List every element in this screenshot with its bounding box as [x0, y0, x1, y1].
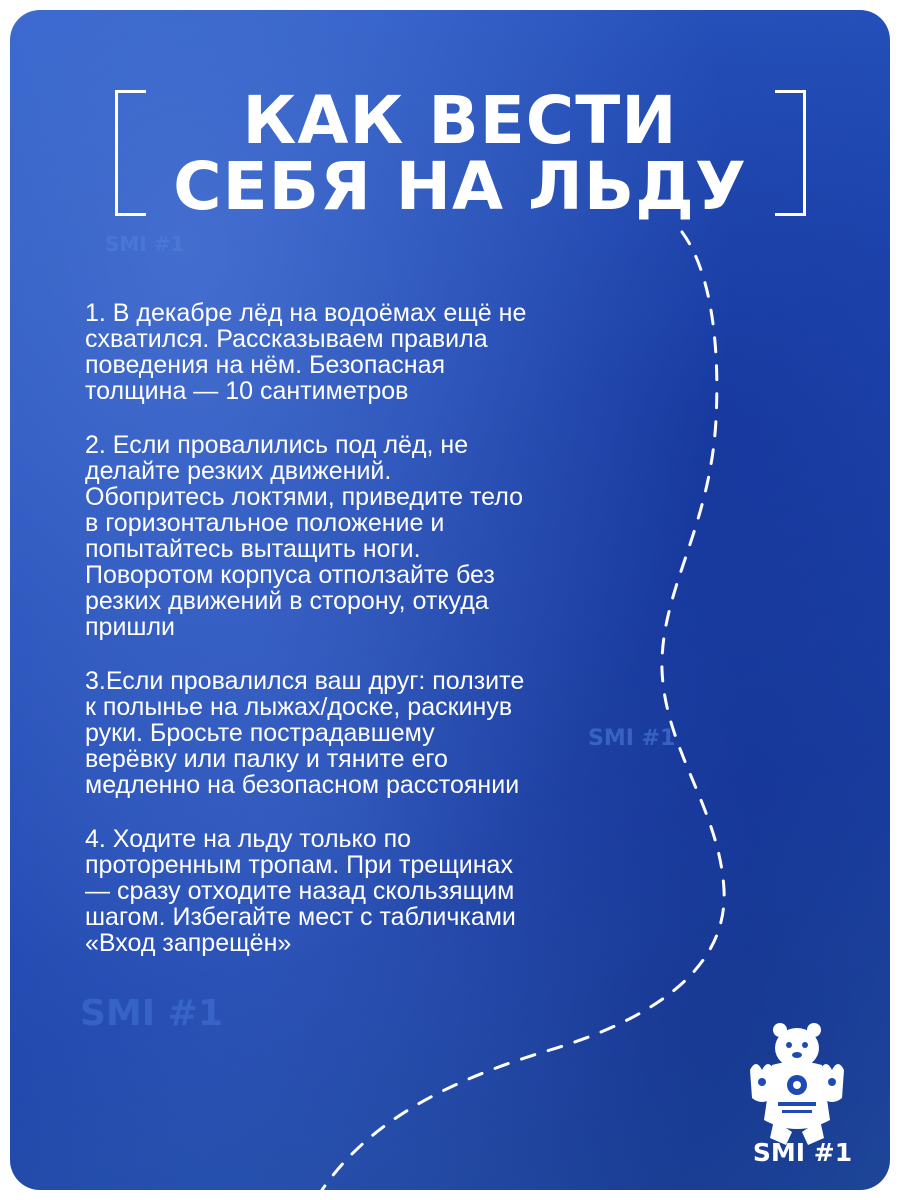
- rule-line: 4. Ходите на льду только по: [85, 825, 412, 853]
- rule-line: делайте резких движений.: [85, 457, 392, 485]
- rule-line: шагом. Избегайте мест с табличками: [85, 903, 516, 931]
- rule-line: 1. В декабре лёд на водоёмах ещё не: [85, 299, 527, 327]
- rule-line: резких движений в сторону, откуда: [85, 587, 489, 615]
- rule-line: руки. Бросьте пострадавшему: [85, 719, 435, 747]
- rule-line: 3.Если провалился ваш друг: ползите: [85, 667, 525, 695]
- watermark-middle: SMI #1: [588, 726, 676, 751]
- rules-text: [85, 300, 645, 984]
- rule-line: схватился. Рассказываем правила: [85, 325, 488, 353]
- rule-line: к полынье на лыжах/доске, раскинув: [85, 693, 513, 721]
- rule-paragraph-4: [85, 826, 645, 956]
- watermark-top: SMI #1: [105, 232, 185, 256]
- rule-line: Обопритесь локтями, приведите тело: [85, 483, 523, 511]
- watermark-bottom: SMI #1: [80, 993, 223, 1034]
- rule-line: Поворотом корпуса отползайте без: [85, 561, 495, 589]
- rule-line: верёвку или палку и тяните его: [85, 745, 448, 773]
- rule-line: попытайтесь вытащить ноги.: [85, 535, 421, 563]
- rule-line: проторенным тропам. При трещинах: [85, 851, 513, 879]
- rule-line: пришли: [85, 613, 176, 641]
- rule-line: медленно на безопасном расстоянии: [85, 771, 520, 799]
- logo-label: SMI #1: [752, 1138, 853, 1167]
- title-bracket-right: [775, 90, 806, 216]
- rule-paragraph-2: [85, 432, 645, 640]
- rule-line: в горизонтальное положение и: [85, 509, 445, 537]
- poster-card: [10, 10, 890, 1190]
- rule-paragraph-1: [85, 300, 645, 404]
- rule-line: — сразу отходите назад скользящим: [85, 877, 515, 905]
- rule-line: «Вход запрещён»: [85, 929, 292, 957]
- rule-line: 2. Если провалились под лёд, не: [85, 431, 469, 459]
- rule-line: поведения на нём. Безопасная: [85, 351, 446, 379]
- title-line-2: СЕБЯ НА ЛЬДУ: [173, 148, 747, 225]
- rule-paragraph-3: [85, 668, 645, 798]
- page-title: [150, 82, 770, 225]
- title-bracket-left: [115, 90, 146, 216]
- title-line-1: КАК ВЕСТИ: [242, 82, 678, 159]
- rule-line: толщина — 10 сантиметров: [85, 377, 409, 405]
